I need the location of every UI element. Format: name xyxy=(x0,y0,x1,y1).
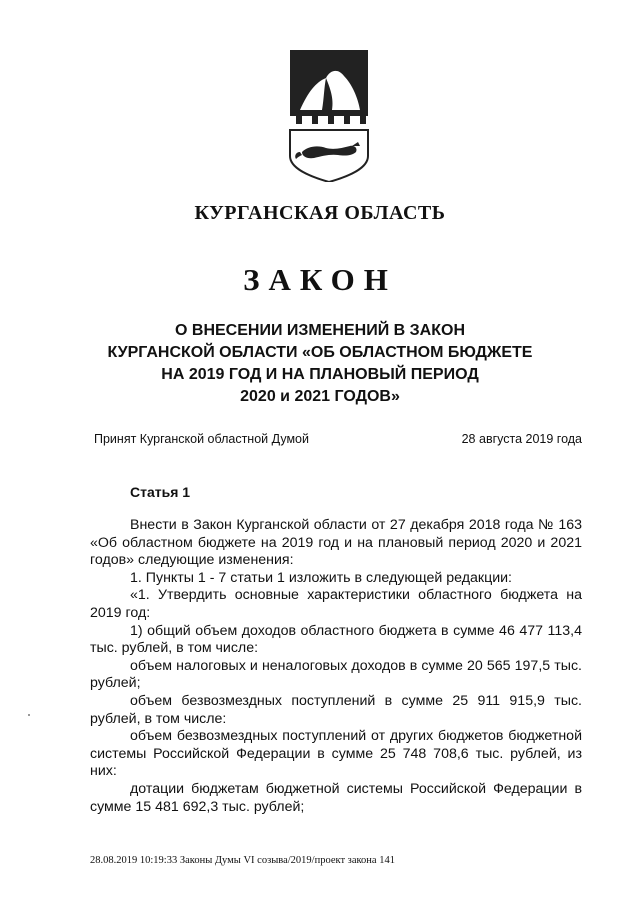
article-paragraph: Внести в Закон Курганской области от 27 декабря 2018 года № 163 «Об областном бюджете на 2019 год и на плановый период 2020 и 2021 годов» следующие изменения: xyxy=(90,517,582,569)
article-paragraph: объем безвозмездных поступлений от других бюджетов бюджетной системы Российской Федерации в сумме 25 748 708,6 тыс. рублей, из них: xyxy=(90,728,582,780)
article-paragraph: «1. Утвердить основные характеристики областного бюджета на 2019 год: xyxy=(90,587,582,621)
document-type-title: ЗАКОН xyxy=(243,262,397,297)
article-body xyxy=(90,517,582,816)
law-subject-line: КУРГАНСКОЙ ОБЛАСТИ «ОБ ОБЛАСТНОМ БЮДЖЕТЕ xyxy=(107,344,533,361)
adopted-by-text: Принят Курганской областной Думой xyxy=(94,432,309,446)
article-title: Статья 1 xyxy=(130,484,191,500)
law-subject-line: 2020 и 2021 ГОДОВ» xyxy=(240,388,400,405)
footer-stamp: 28.08.2019 10:19:33 Законы Думы VI созыва/2019/проект закона 141 xyxy=(90,855,395,866)
adoption-date: 28 августа 2019 года xyxy=(461,432,582,446)
law-subject-line: О ВНЕСЕНИИ ИЗМЕНЕНИЙ В ЗАКОН xyxy=(175,322,465,339)
law-subject xyxy=(60,320,580,408)
kurgan-coat-of-arms-icon xyxy=(286,48,372,182)
article-paragraph: 1. Пункты 1 - 7 статьи 1 изложить в следующей редакции: xyxy=(130,569,512,586)
region-title: КУРГАНСКАЯ ОБЛАСТЬ xyxy=(194,202,446,224)
law-subject-line: НА 2019 ГОД И НА ПЛАНОВЫЙ ПЕРИОД xyxy=(161,366,479,383)
scan-speck xyxy=(28,714,30,716)
article-paragraph: объем безвозмездных поступлений в сумме 25 911 915,9 тыс. рублей, в том числе: xyxy=(90,692,582,727)
article-paragraph: дотации бюджетам бюджетной системы Российской Федерации в сумме 15 481 692,3 тыс. рублей; xyxy=(90,780,582,815)
article-paragraph: объем налоговых и неналоговых доходов в сумме 20 565 197,5 тыс. рублей; xyxy=(90,657,582,692)
adoption-row xyxy=(94,432,582,448)
article-paragraph: 1) общий объем доходов областного бюджета в сумме 46 477 113,4 тыс. рублей, в том числе: xyxy=(90,622,582,657)
